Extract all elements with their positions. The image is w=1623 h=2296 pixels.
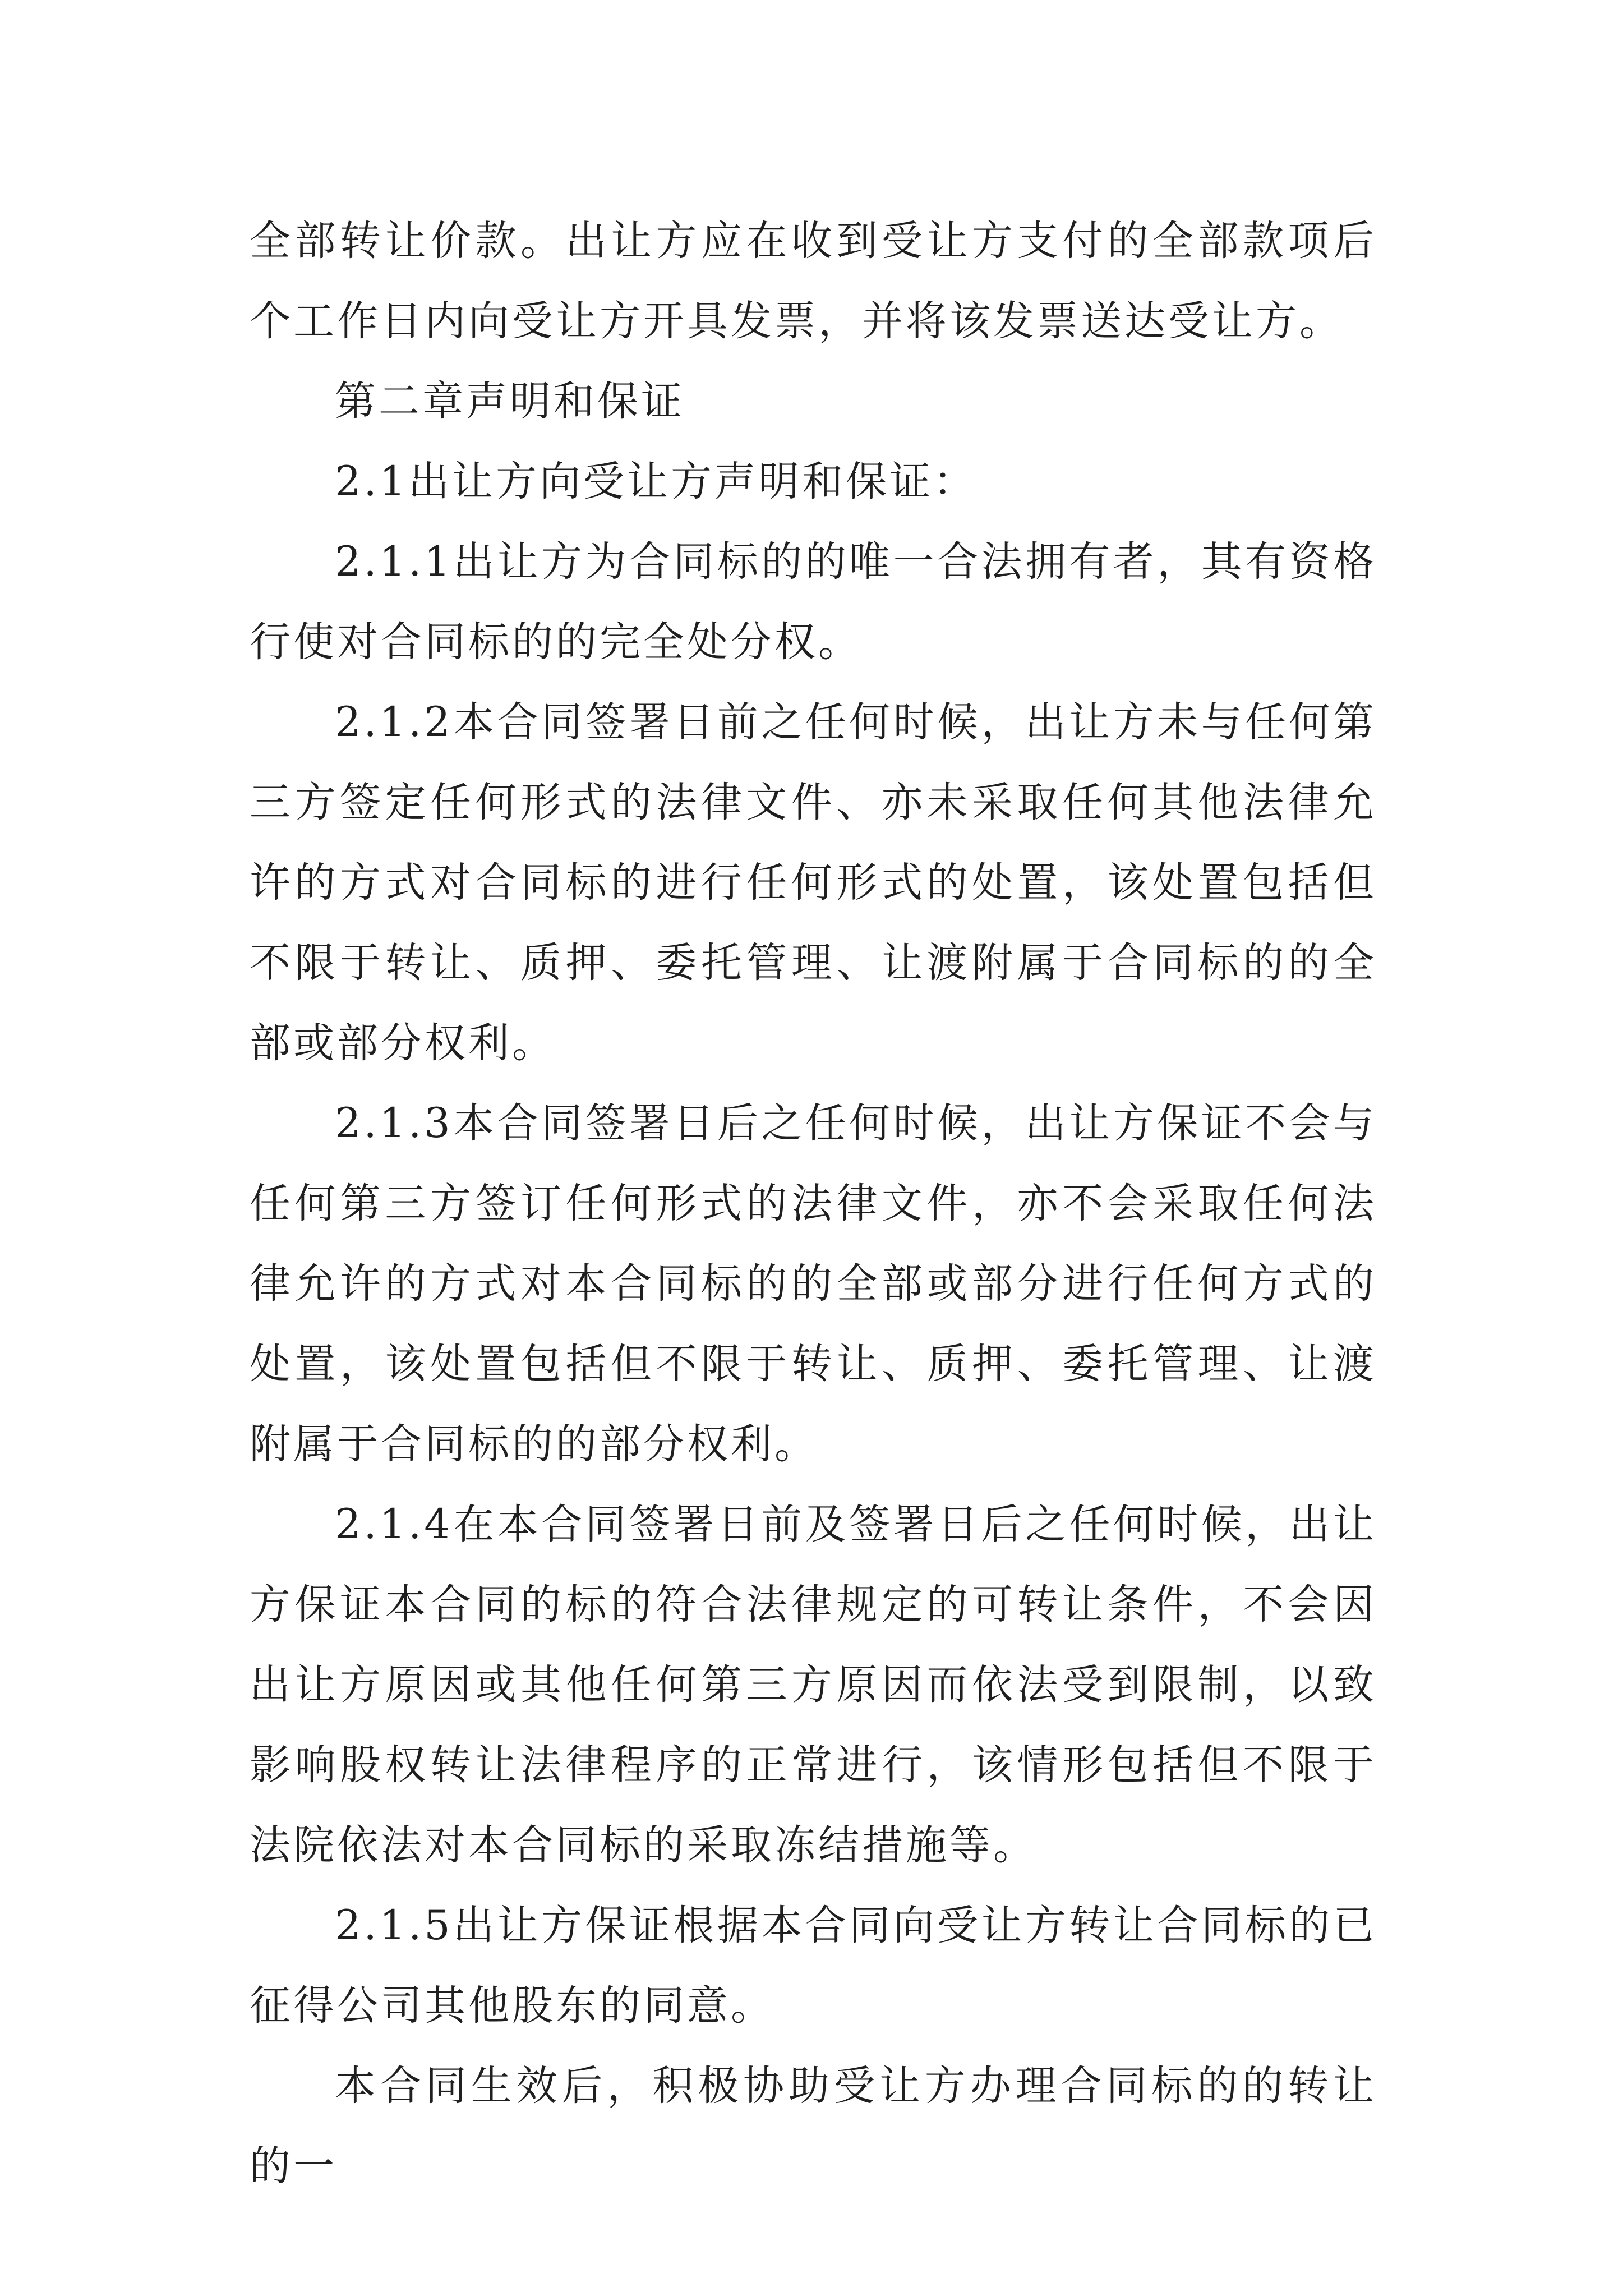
clause-2-1-5: 2.1.5出让方保证根据本合同向受让方转让合同标的已征得公司其他股东的同意。	[250, 1902, 1377, 2030]
clause-2-1-4: 2.1.4在本合同签署日前及签署日后之任何时候，出让方保证本合同的标的符合法律规定的可转让条件，不会因出让方原因或其他任何第三方原因而依法受到限制，以致影响股权转让法律程序的正常进行，该情形包括但不限于法院依法对本合同标的采取冻结措施等。	[250, 1501, 1377, 1869]
contract-text-body	[250, 201, 1377, 2206]
clause-2-1-1: 2.1.1出让方为合同标的的唯一合法拥有者，其有资格行使对合同标的的完全处分权。	[250, 538, 1377, 666]
clause-2-1-2: 2.1.2本合同签署日前之任何时候，出让方未与任何第三方签定任何形式的法律文件、亦未采取任何其他法律允许的方式对合同标的进行任何形式的处置，该处置包括但不限于转让、质押、委托管理、让渡附属于合同标的的全部或部分权利。	[250, 698, 1377, 1067]
paragraph-payment-invoice: 全部转让价款。出让方应在收到受让方支付的全部款项后个工作日内向受让方开具发票，并将该发票送达受让方。	[250, 217, 1377, 345]
clause-2-1-3: 2.1.3本合同签署日后之任何时候，出让方保证不会与任何第三方签订任何形式的法律文件，亦不会采取任何法律允许的方式对本合同标的的全部或部分进行任何方式的处置，该处置包括但不限于转让、质押、委托管理、让渡附属于合同标的的部分权利。	[250, 1099, 1377, 1468]
clause-2-1: 2.1出让方向受让方声明和保证：	[335, 458, 978, 505]
chapter-heading: 第二章声明和保证	[335, 378, 685, 425]
paragraph-cooperation: 本合同生效后，积极协助受让方办理合同标的的转让的一	[250, 2062, 1377, 2190]
